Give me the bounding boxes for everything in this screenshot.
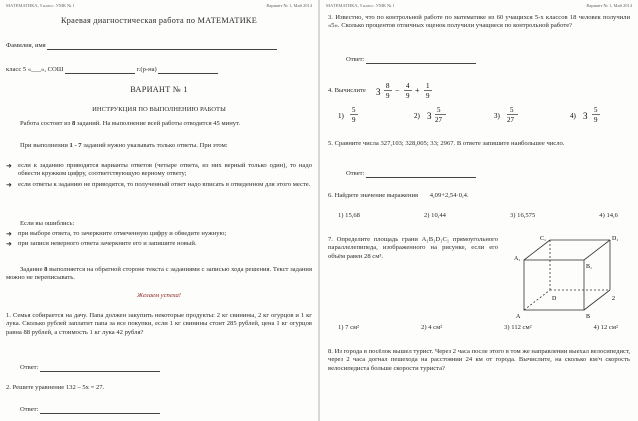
class-label: класс 5 «___», СОШ — [6, 66, 64, 73]
expr-whole: 3 — [375, 87, 381, 97]
list-item — [6, 230, 312, 238]
running-head-subject: МАТЕМАТИКА, 5 класс. УМК № 1 — [326, 3, 395, 8]
option-num: 5 — [594, 106, 598, 114]
class-row — [6, 66, 312, 74]
vertex-label: B — [586, 314, 591, 320]
option-num: 5 — [510, 106, 514, 114]
answer-field-1[interactable] — [40, 364, 160, 372]
option-num: 5 — [352, 106, 356, 114]
expr-op1: − — [394, 86, 400, 95]
question-8: 8. Из города в посёлок вышел турист. Через 2 часа после этого в том же направлении выехал велосипедист, через 2 часа догнал пешехода на расстоянии 24 км от города. Вычислите, на сколько км/ч скорость велосипедиста больше скорости туриста? — [328, 348, 630, 372]
option-den: 9 — [594, 116, 598, 124]
option-2[interactable]: 2) 10,44 — [424, 212, 446, 219]
bullet-text: при выборе ответа, то зачеркните отмеченную цифру и обведите нужную; — [18, 230, 227, 237]
bullet-text: если ответы к заданию не приводятся, то полученный ответ надо вписать в отведенном для этого месте. — [18, 180, 311, 188]
right-running-head — [326, 3, 632, 8]
district-field[interactable] — [158, 66, 218, 74]
district-label: г.(р-на) — [136, 66, 157, 73]
vertex-label: D₁ — [612, 236, 619, 242]
expr-b-num: 4 — [405, 82, 410, 90]
answer-label: Ответ: — [20, 406, 39, 413]
arrow-bullet-icon: ➜ — [6, 180, 12, 189]
option-4[interactable] — [570, 104, 618, 126]
question-6-options — [338, 212, 618, 220]
expr-c-den: 9 — [425, 92, 430, 100]
question-1: 1. Семья собирается на дачу. Папа должен закупить некоторые продукты: 2 кг свинины, 2 кг огурцов и 1 кг лука. Сколько рублей заплатит папа за все покупки, если 1 кг свинины стоит 285 рублей, цена 1 кг огурцов равна 88 рублей, а стоимость 1 кг лука 42 рубля? — [6, 312, 312, 336]
list-item — [6, 181, 312, 189]
option-3[interactable]: 3) 16,575 — [510, 212, 536, 219]
option-2[interactable]: 2) 4 см² — [421, 324, 443, 331]
running-head-subject: МАТЕМАТИКА, 5 класс. УМК № 1 — [6, 3, 75, 8]
intro-task-count: 8 — [71, 120, 76, 127]
left-page — [0, 0, 318, 421]
question-6 — [328, 192, 630, 200]
vertex-label: D — [552, 296, 557, 302]
answer-label: Ответ: — [346, 56, 365, 63]
answer-label: Ответ: — [346, 170, 365, 177]
mistake-intro: Если вы ошиблись: — [20, 220, 75, 227]
dimension-label: 2 — [612, 296, 615, 302]
running-head-variant: Вариант № 1, Май 2014 — [266, 3, 312, 8]
answer-field-3[interactable] — [366, 56, 476, 64]
answer-row-2 — [20, 406, 310, 414]
school-field[interactable] — [65, 66, 135, 74]
question-7: 7. Определите площадь грани A₁B₁D₁C₁ прямоугольного параллелепипеда, изображенного на рисунке, если его объём равен 28 см³. — [328, 236, 498, 260]
option-1[interactable]: 1) 15,68 — [338, 212, 360, 219]
question-4-options — [338, 104, 618, 126]
option-den: 27 — [507, 116, 514, 124]
arrow-bullet-icon: ➜ — [6, 240, 12, 249]
option-number: 2) — [414, 112, 420, 120]
arrow-bullet-icon: ➜ — [6, 162, 12, 170]
question-3: 3. Известно, что по контрольной работе по математике из 60 учащихся 5-х классов 18 человек получили «5». Сколько процентов отличных оценок получили учащиеся по контрольной работе? — [328, 14, 630, 30]
answer-field-5[interactable] — [366, 170, 476, 178]
expr-a-den: 9 — [385, 92, 390, 100]
bullet-text: если к заданию приводятся варианты ответов (четыре ответа, из них верный только один), то надо обвести кружком цифру, соответствующую верному ответу; — [18, 162, 312, 178]
option-3[interactable]: 3) 112 см² — [504, 324, 532, 331]
question-2: 2. Решите уравнение 132 – 5x = 27. — [6, 384, 105, 391]
option-1[interactable] — [338, 104, 386, 126]
intro-post: заданий. На выполнение всей работы отводится 45 минут. — [75, 120, 241, 127]
tasks-pre: При выполнении — [20, 142, 70, 149]
tasks-post: заданий нужно указывать только ответы. При этом: — [81, 142, 228, 149]
vertex-label: A₁ — [514, 256, 521, 262]
option-number: 3) — [494, 112, 500, 120]
option-whole: 3 — [427, 111, 432, 121]
option-2[interactable] — [414, 104, 466, 126]
expr-c-num: 1 — [425, 82, 430, 90]
question-7-options — [338, 324, 618, 332]
expr-op2: + — [414, 86, 420, 95]
question-5: 5. Сравните числа 327,103; 328,005; 33; 2967. В ответе запишите наибольшее число. — [328, 140, 565, 147]
question-6-expression: 4,09+2,54·0,4. — [429, 192, 469, 199]
question-4 — [328, 80, 630, 102]
surname-row — [6, 42, 312, 50]
arrow-bullet-icon: ➜ — [6, 230, 12, 238]
option-den: 9 — [352, 116, 356, 124]
expr-b-den: 9 — [405, 92, 410, 100]
option-3[interactable] — [494, 104, 542, 126]
bullet-list-1 — [6, 162, 312, 189]
task8-post: выполняется на обратной стороне текста с заданиями с записью хода решения. Текст задания можно не переписывать. — [6, 266, 312, 282]
running-head-variant: Вариант № 1, Май 2014 — [586, 3, 632, 8]
answer-label: Ответ: — [20, 364, 39, 371]
answer-row-5 — [346, 170, 626, 178]
variant-heading: ВАРИАНТ № 1 — [130, 85, 188, 94]
vertex-label: A — [516, 314, 521, 320]
option-number: 1) — [338, 112, 344, 120]
instruction-title: ИНСТРУКЦИЯ ПО ВЫПОЛНЕНИЮ РАБОТЫ — [92, 106, 226, 113]
question-4-expression — [374, 80, 464, 102]
answer-row-1 — [20, 364, 310, 372]
left-running-head — [6, 3, 312, 8]
bullet-text: при записи неверного ответа зачеркните его и запишите новый. — [18, 240, 197, 248]
list-item — [6, 240, 312, 248]
intro-pre: Работа состоит из — [20, 120, 72, 127]
parallelepiped-figure — [510, 234, 620, 320]
option-number: 4) — [570, 112, 576, 120]
option-whole: 3 — [583, 111, 588, 121]
right-page — [320, 0, 638, 421]
vertex-label: C₁ — [540, 236, 547, 242]
page-title: Краевая диагностическая работа по МАТЕМАТИКЕ — [60, 16, 257, 25]
intro-paragraph — [6, 120, 312, 128]
answer-row-3 — [346, 56, 626, 64]
option-num: 5 — [437, 106, 441, 114]
surname-field[interactable] — [47, 42, 277, 50]
expr-a-num: 8 — [385, 82, 390, 90]
tasks-range: 1 - 7 — [69, 142, 82, 149]
option-4[interactable]: 4) 14,6 — [599, 212, 618, 219]
bullet-list-2 — [6, 230, 312, 249]
task8-num: 8 — [44, 266, 48, 273]
task8-pre: Задание — [20, 266, 45, 273]
wish-text: Желаем успеха! — [137, 292, 181, 299]
surname-label: Фамилия, имя — [6, 42, 46, 49]
option-den: 27 — [435, 116, 442, 124]
answer-field-2[interactable] — [40, 406, 160, 414]
option-4[interactable]: 4) 12 см² — [593, 324, 618, 331]
question-4-label: 4. Вычислите — [328, 86, 366, 94]
vertex-label: B₁ — [586, 264, 593, 270]
tasks-paragraph — [6, 142, 312, 150]
question-6-label: 6. Найдите значение выражения — [328, 192, 419, 199]
task8-paragraph — [6, 266, 312, 283]
option-1[interactable]: 1) 7 см² — [338, 324, 360, 331]
list-item — [6, 162, 312, 179]
